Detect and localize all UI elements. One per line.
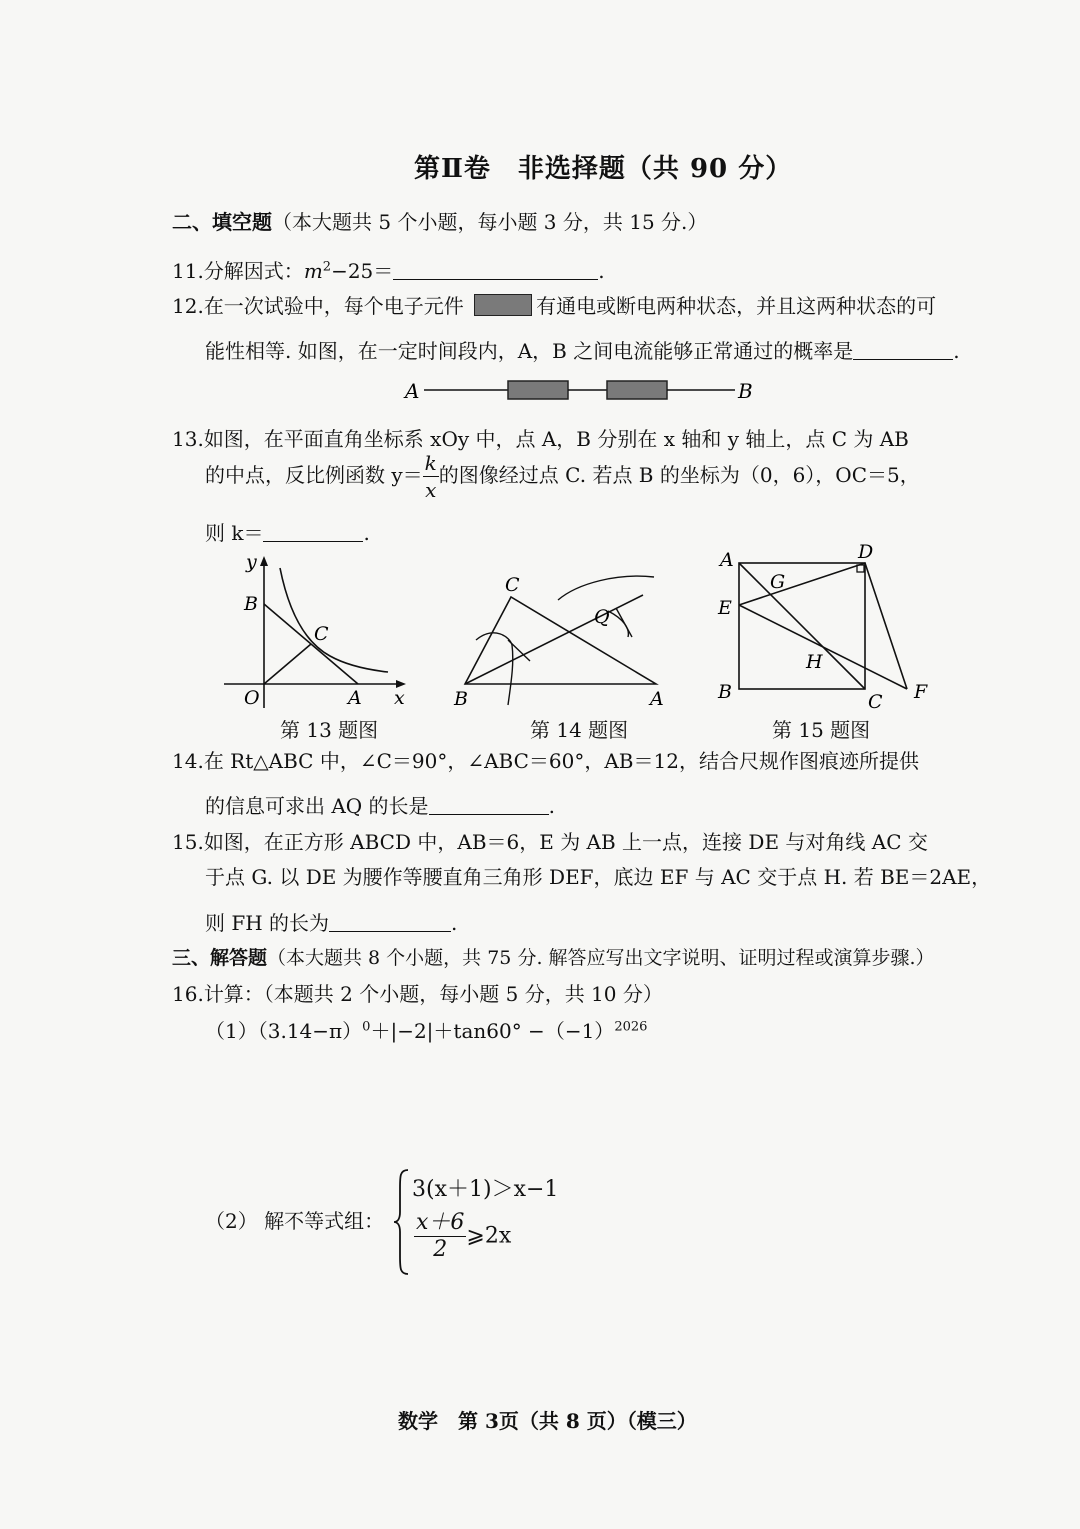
segment-oc [264, 644, 311, 684]
figure-15 [712, 540, 942, 712]
component-2-icon [607, 381, 667, 399]
section-3-note: （本大题共 8 个小题，共 75 分. 解答应写出文字说明、证明过程或演算步骤.） [267, 947, 935, 969]
q15-end: . [451, 911, 458, 935]
question-16-heading [172, 978, 663, 1007]
q16-p1-b: ＋|−2|＋tan60° −（−1） [370, 1019, 615, 1043]
q16-p1-label: （1） [205, 1019, 258, 1043]
component-1-icon [508, 381, 568, 399]
inequality-2 [414, 1210, 511, 1263]
question-13-line2 [205, 450, 920, 503]
segment-ef [739, 605, 907, 689]
question-12-line1 [172, 290, 936, 319]
circuit-label-b: B [738, 379, 753, 403]
q15-line2: 于点 G. 以 DE 为腰作等腰直角三角形 DEF，底边 EF 与 AC 交于点 H. 若 BE＝2AE， [205, 865, 992, 889]
q13-frac-num: k [424, 451, 437, 475]
q12-line1-a: 在一次试验中，每个电子元件 [203, 294, 464, 318]
q16-number: 16. [172, 982, 204, 1006]
triangle-abc [465, 597, 656, 684]
q11-answer-blank [393, 259, 598, 280]
fig15-label-g: G [770, 571, 786, 593]
question-15-line2 [205, 861, 991, 890]
fig13-label-a: A [348, 687, 362, 709]
q13-line3: 则 k＝ [205, 521, 264, 545]
inequality-1 [412, 1172, 558, 1203]
q12-number: 12. [172, 294, 204, 318]
q12-answer-blank [853, 339, 953, 360]
q11-var: m [303, 259, 323, 283]
q14-answer-blank [429, 794, 549, 815]
q13-line2-b: 的图像经过点 C. 若点 B 的坐标为（0，6），OC＝5， [438, 463, 920, 487]
fig14-label-b: B [454, 688, 468, 710]
system-brace [392, 1168, 412, 1276]
q11-text: 分解因式： [203, 259, 304, 283]
segment-df [865, 563, 907, 689]
question-13-line1 [172, 423, 909, 452]
q12-line1-b: 有通电或断电两种状态，并且这两种状态的可 [536, 294, 937, 318]
ineq1-text: 3(x＋1)＞x−1 [412, 1177, 559, 1202]
page-title: 第Ⅱ卷 非选择题（共 90 分） [414, 154, 793, 184]
question-16-part1 [205, 1015, 647, 1044]
q13-fraction [423, 450, 439, 503]
q13-frac-den: x [425, 478, 437, 502]
fig15-label-b: B [718, 681, 732, 703]
fig15-label-a: A [720, 549, 734, 571]
question-11 [172, 255, 605, 284]
diagonal-ac [739, 563, 865, 689]
fig14-label-q: Q [594, 606, 610, 628]
q15-line1: 如图，在正方形 ABCD 中，AB＝6，E 为 AB 上一点，连接 DE 与对角线 AC 交 [203, 830, 928, 854]
section-2-note: （本大题共 5 个小题，每小题 3 分，共 15 分.） [272, 210, 708, 234]
question-14-line1 [172, 745, 919, 774]
figure-13 [220, 548, 420, 713]
fig15-label-f: F [914, 681, 928, 703]
question-15-line3 [205, 907, 457, 936]
electronic-component-icon [474, 294, 532, 316]
q14-number: 14. [172, 749, 204, 773]
segment-de [739, 563, 865, 605]
fig15-label-e: E [718, 597, 732, 619]
fig15-label-h: H [806, 651, 823, 673]
q13-end: . [363, 521, 370, 545]
q11-exponent: 2 [322, 259, 332, 275]
fig15-label-d: D [858, 541, 874, 563]
q15-number: 15. [172, 830, 204, 854]
fig13-label-y: y [246, 551, 257, 573]
q13-answer-blank [263, 521, 363, 542]
ineq2-num: x＋6 [416, 1210, 465, 1235]
page-footer: 数学 第 3页（共 8 页）（模三） [398, 1409, 697, 1433]
q16-head: 计算：（本题共 2 个小题，每小题 5 分，共 10 分） [203, 982, 663, 1006]
ineq2-rest: ⩾2x [466, 1223, 512, 1249]
section-3-heading [172, 943, 935, 970]
figure-14 [448, 565, 673, 713]
q11-expr: −25＝ [331, 259, 394, 283]
fig13-label-o: O [244, 687, 260, 709]
q12-line2: 能性相等. 如图，在一定时间段内，A，B 之间电流能够正常通过的概率是 [205, 339, 854, 363]
circuit-label-a: A [405, 379, 420, 403]
q11-number: 11. [172, 259, 204, 283]
question-14-line2 [205, 790, 555, 819]
question-13-line3 [205, 517, 370, 546]
fig13-caption: 第 13 题图 [280, 718, 379, 742]
q12-end: . [953, 339, 960, 363]
q14-end: . [548, 794, 555, 818]
ineq2-fraction [414, 1210, 466, 1263]
circuit-diagram [400, 372, 760, 408]
section-2-head: 二、填空题 [172, 210, 272, 234]
fig14-caption: 第 14 题图 [530, 718, 629, 742]
q16-p1-a: （3.14−π） [257, 1019, 363, 1043]
q16-p1-sup: 2026 [614, 1019, 648, 1035]
question-12-line2 [205, 335, 960, 364]
fig14-label-c: C [505, 574, 520, 596]
q13-line1: 如图，在平面直角坐标系 xOy 中，点 A，B 分别在 x 轴和 y 轴上，点 C 为 AB [203, 427, 909, 451]
fig15-label-c: C [868, 691, 883, 712]
q13-number: 13. [172, 427, 204, 451]
fig14-label-a: A [650, 688, 664, 710]
question-15-line1 [172, 826, 928, 855]
ineq2-den: 2 [433, 1237, 448, 1262]
section-3-head: 三、解答题 [172, 947, 268, 969]
q16-p1-sup0: 0 [362, 1019, 371, 1035]
q14-line1: 在 Rt△ABC 中，∠C＝90°，∠ABC＝60°，AB＝12，结合尺规作图痕迹所提供 [203, 749, 919, 773]
fig13-label-b: B [244, 593, 258, 615]
q15-answer-blank [329, 911, 451, 932]
question-16-part2-label: （2） 解不等式组： [205, 1209, 385, 1233]
fig13-label-x: x [394, 687, 405, 709]
section-2-heading [172, 206, 707, 235]
q14-line2: 的信息可求出 AQ 的长是 [205, 794, 429, 818]
fig13-label-c: C [314, 623, 329, 645]
q13-line2-a: 的中点，反比例函数 y＝ [205, 463, 423, 487]
q11-end: . [598, 259, 605, 283]
fig15-caption: 第 15 题图 [772, 718, 871, 742]
arc-mark-2 [616, 608, 632, 637]
q15-line3: 则 FH 的长为 [205, 911, 330, 935]
